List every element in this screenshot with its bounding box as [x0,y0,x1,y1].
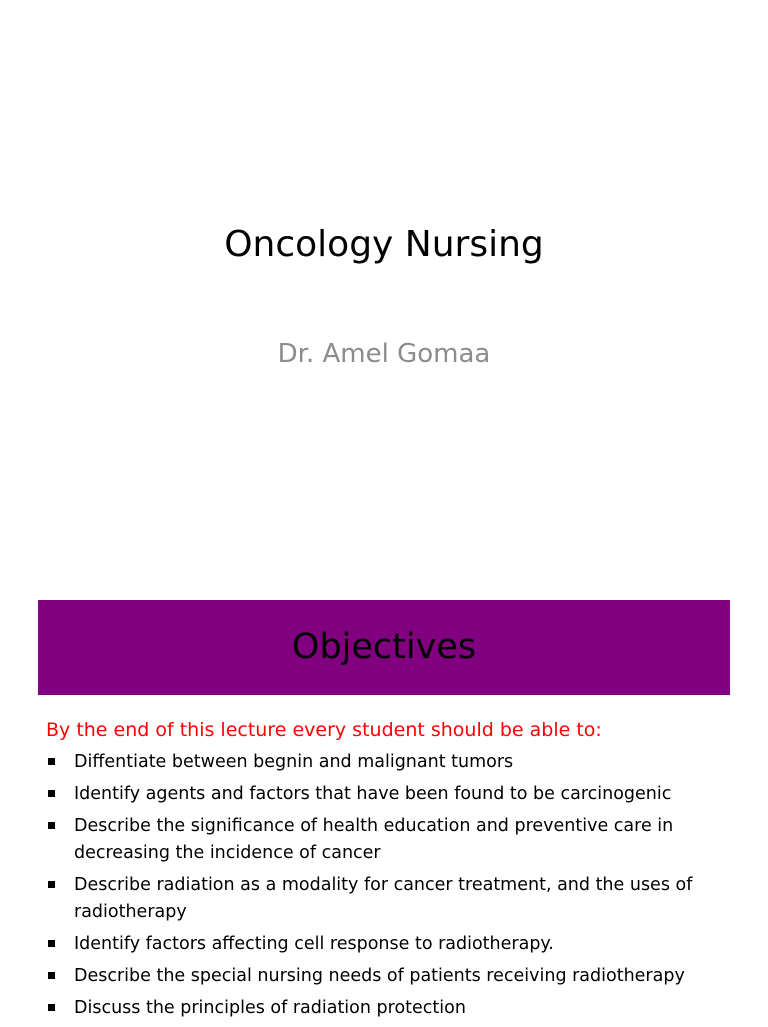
square-bullet-icon [48,822,55,829]
list-item-text: Diffentiate between begnin and malignant tumors [74,752,514,772]
list-item-text: Describe the significance of health education and preventive care in decreasing the incidence of cancer [74,816,674,863]
objectives-list [46,749,746,1027]
list-item-text: Describe the special nursing needs of patients receiving radiotherapy [74,966,685,986]
list-item [46,781,746,808]
square-bullet-icon [48,972,55,979]
objectives-intro: By the end of this lecture every student should be able to: [46,719,602,741]
list-item-text: Identify factors affecting cell response to radiotherapy. [74,934,554,954]
square-bullet-icon [48,1004,55,1011]
list-item [46,872,746,926]
square-bullet-icon [48,758,55,765]
list-item [46,995,746,1022]
square-bullet-icon [48,881,55,888]
list-item-text: Describe radiation as a modality for cancer treatment, and the uses of radiotherapy [74,875,693,922]
objectives-banner [38,600,730,695]
slide-title: Oncology Nursing [224,224,544,265]
list-item [46,931,746,958]
list-item-text: Discuss the principles of radiation protection [74,998,466,1018]
square-bullet-icon [48,790,55,797]
square-bullet-icon [48,940,55,947]
list-item [46,749,746,776]
list-item [46,963,746,990]
list-item [46,813,746,867]
list-item-text: Identify agents and factors that have been found to be carcinogenic [74,784,672,804]
objectives-title: Objectives [291,627,477,667]
slide-subtitle: Dr. Amel Gomaa [277,339,491,369]
objectives-slide [0,576,768,1024]
